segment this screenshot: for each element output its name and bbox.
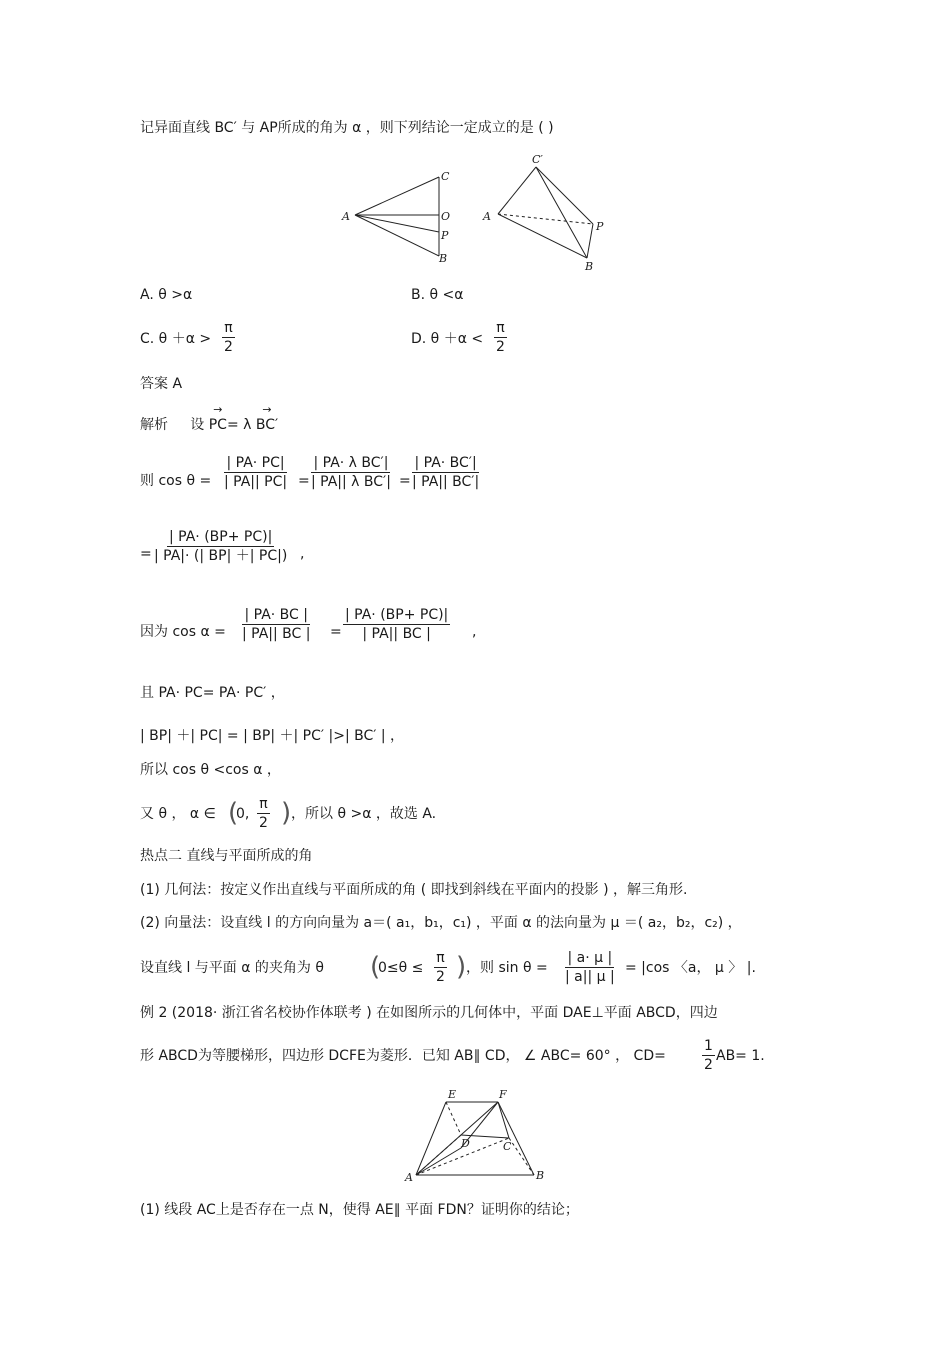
sin-theta-label: ，则 sin θ = xyxy=(466,960,548,976)
fig1-label-a: A xyxy=(342,210,350,223)
interval-theta: 0≤θ ≤ xyxy=(378,960,424,976)
cos-theta-label: 则 cos θ = xyxy=(140,473,212,489)
fig2-label-b: B xyxy=(585,260,594,273)
question-figures xyxy=(335,150,615,275)
cos-theta-fraction-4: $\frac{| PA\cdot (BP+ PC)|}{| PA|\cdot (| BP| +| PC|)}$ xyxy=(154,529,288,564)
eq-lambda: = λ xyxy=(226,417,252,433)
fig3-label-d: D xyxy=(461,1137,470,1150)
cos-theta-fraction-1: $\frac{| PA\cdot PC|}{| PA|| PC|}$ xyxy=(224,455,288,490)
figure-planar-triangle xyxy=(355,177,439,256)
option-c-fraction xyxy=(222,319,235,356)
interval-open: ( xyxy=(370,952,381,982)
interval-close: ) xyxy=(281,798,292,828)
option-a: A. θ >α xyxy=(140,287,193,303)
two-digit: 2 xyxy=(496,339,505,355)
fig3-label-c: C xyxy=(503,1140,512,1153)
comma: , xyxy=(472,624,477,640)
cos-alpha-fraction-2: $\frac{| PA\cdot (BP+ PC)|}{| PA|| BC |}$ xyxy=(345,607,449,642)
cos-alpha-label: 因为 cos α = xyxy=(140,624,226,640)
answer: 答案 A xyxy=(140,376,183,392)
half-fraction: $\frac{1}{2}$ xyxy=(704,1038,713,1073)
also-label: 又 θ ， α ∈ xyxy=(140,806,216,822)
interval-zero: 0, xyxy=(236,806,250,822)
analysis-setup xyxy=(140,415,278,435)
pi-symbol: π xyxy=(224,320,233,336)
fig1-label-p: P xyxy=(441,229,449,242)
equals-sign: = xyxy=(140,546,152,562)
angle-definition: 设直线 l 与平面 α 的夹角为 θ xyxy=(140,960,324,976)
pi-symbol: π xyxy=(496,320,505,336)
fig2-label-p: P xyxy=(596,220,604,233)
interval-fraction: $\frac{\pi}{2}$ xyxy=(436,950,445,985)
fig1-label-c: C xyxy=(441,170,450,183)
interval-fraction: $\frac{\pi}{2}$ xyxy=(259,796,268,831)
so-line: 所以 cos θ <cos α ， xyxy=(140,762,281,778)
equals-sign: = xyxy=(330,624,342,640)
example-2-line-2: 形 ABCD为等腰梯形，四边形 DCFE为菱形．已知 AB∥ CD， ∠ ABC= 60° ， CD= xyxy=(140,1048,666,1064)
fig3-label-f: F xyxy=(499,1088,507,1101)
cos-theta-fraction-3: $\frac{| PA\cdot BC'|}{| PA|| BC'|}$ xyxy=(412,455,480,490)
so-choose: ，所以 θ >α ，故选 A. xyxy=(291,806,437,822)
example-2-figure xyxy=(395,1083,555,1183)
two-digit: 2 xyxy=(224,339,233,355)
and-line: 且 PA· PC= PA· PC′ ， xyxy=(140,685,285,701)
vector-bc: → BC′ xyxy=(256,415,278,435)
example-2-question-1: (1) 线段 AC上是否存在一点 N，使得 AE∥ 平面 FDN？证明你的结论； xyxy=(140,1202,579,1218)
section-title: 热点二 直线与平面所成的角 xyxy=(140,848,313,864)
comma: , xyxy=(300,546,305,562)
cos-alpha-fraction-1: $\frac{| PA\cdot BC |}{| PA|| BC |}$ xyxy=(242,607,311,642)
analysis-label: 解析 xyxy=(140,417,168,433)
example-2-ab-value: AB= 1. xyxy=(716,1048,765,1064)
fig3-label-e: E xyxy=(448,1088,457,1101)
cos-theta-fraction-2: $\frac{\text{| PA· λ BC′|}}{\text{| PA|| λ BC′|}}$ xyxy=(311,455,391,490)
interval-open: ( xyxy=(228,798,239,828)
cos-angle-result: = |cos 〈a， μ 〉 |. xyxy=(625,960,756,976)
interval-close: ) xyxy=(456,952,467,982)
fig1-label-o: O xyxy=(441,210,451,223)
fig2-label-c: C′ xyxy=(532,153,543,166)
fig2-label-a: A xyxy=(483,210,491,223)
option-d: D. θ ＋α < xyxy=(411,331,484,347)
figure-tetrahedron xyxy=(498,167,593,258)
option-d-fraction xyxy=(494,319,507,356)
question-intro: 记异面直线 BC′ 与 AP所成的角为 α ，则下列结论一定成立的是 ( ) xyxy=(140,120,554,136)
fig3-label-b: B xyxy=(536,1169,545,1182)
fig1-label-b: B xyxy=(439,252,448,265)
example-2-line-1: 例 2 (2018· 浙江省名校协作体联考 ) 在如图所示的几何体中，平面 DAE⊥平面 ABCD，四边 xyxy=(140,1005,718,1021)
method-geometric: (1) 几何法：按定义作出直线与平面所成的角 ( 即找到斜线在平面内的投影 ) ，解三角形. xyxy=(140,882,688,898)
equals-sign: = xyxy=(399,473,411,489)
vector-pc: → PC xyxy=(209,415,227,435)
method-vector: (2) 向量法：设直线 l 的方向向量为 a＝( a₁，b₁，c₁) ，平面 α 的法向量为 μ ＝( a₂，b₂，c₂) ， xyxy=(140,915,742,931)
sin-theta-fraction: $\frac{| a\cdot \mu |}{| a|| \mu |}$ xyxy=(565,950,615,985)
abs-line: | BP| ＋| PC| = | BP| ＋| PC′ |>| BC′ | ， xyxy=(140,728,405,744)
analysis-set: 设 xyxy=(190,417,205,433)
option-c: C. θ ＋α > xyxy=(140,331,212,347)
fig3-label-a: A xyxy=(405,1171,413,1183)
equals-sign: = xyxy=(298,473,310,489)
option-b: B. θ <α xyxy=(411,287,464,303)
